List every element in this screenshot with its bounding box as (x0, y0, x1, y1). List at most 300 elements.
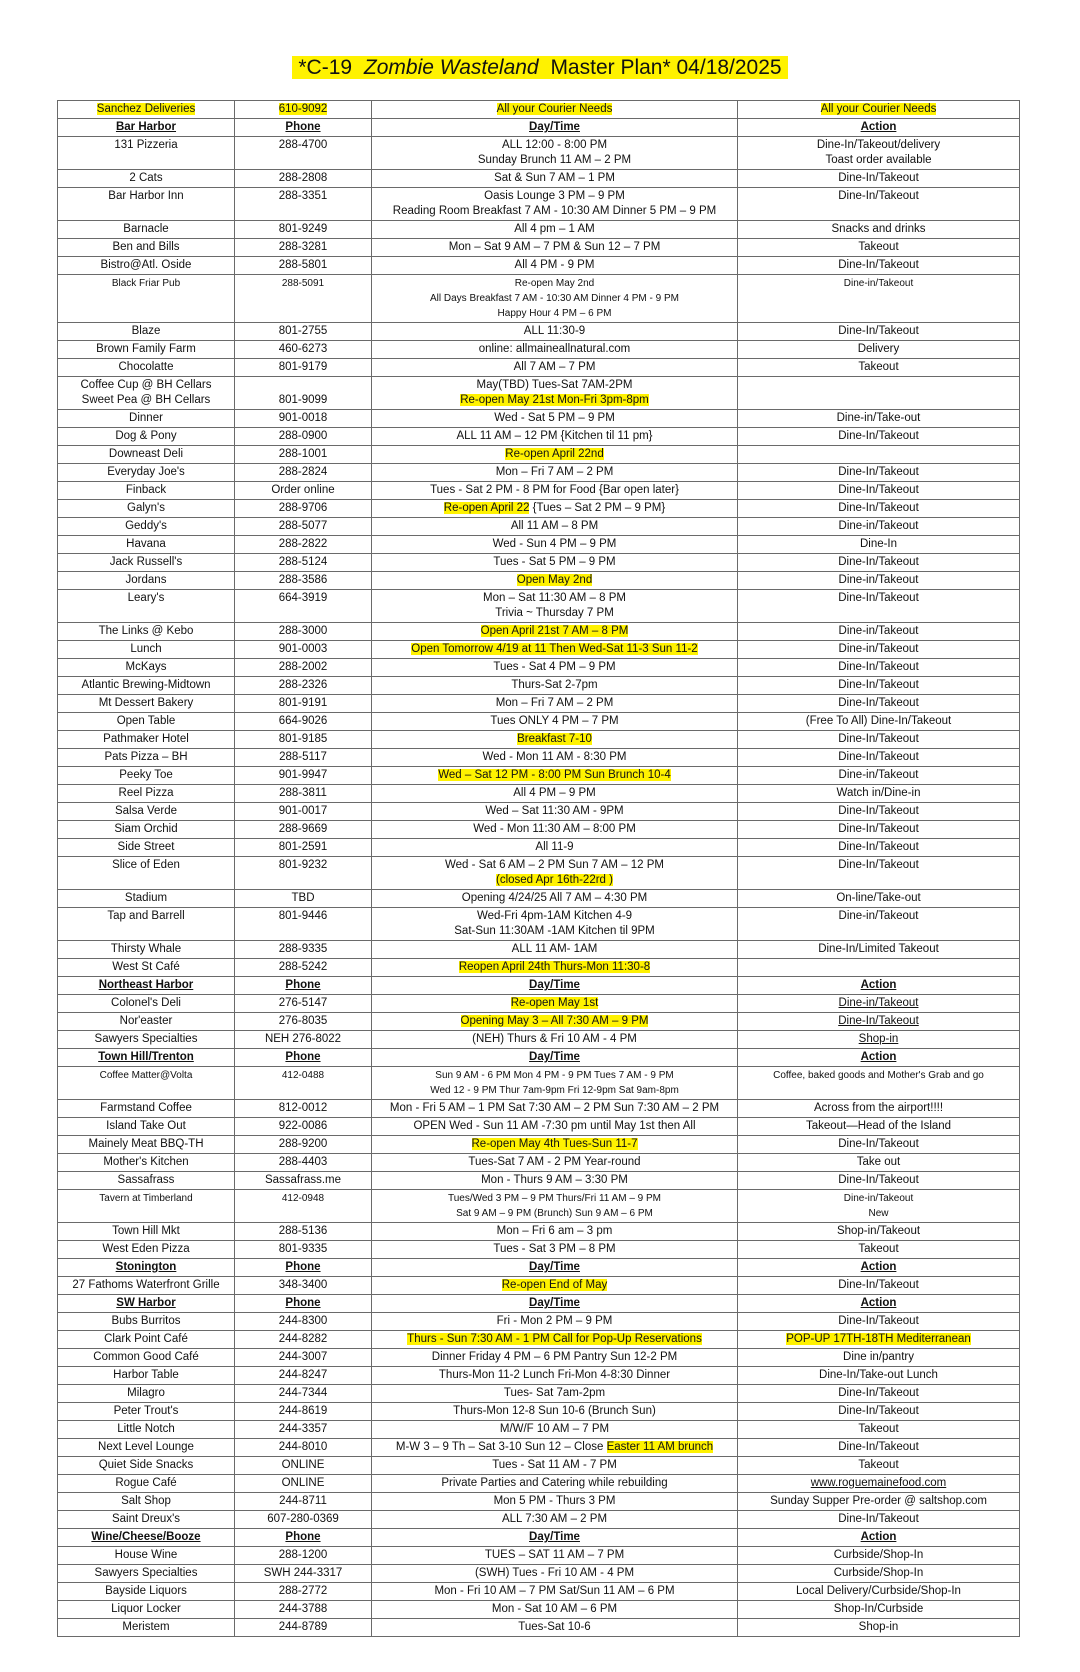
phone-cell (235, 188, 372, 221)
cell-line: Dine-In/Takeout (838, 325, 919, 337)
table-row (58, 554, 1020, 572)
cell-line: (closed Apr 16th-22rd ) (496, 874, 613, 886)
action-cell (738, 1295, 1020, 1313)
name-cell (58, 659, 235, 677)
day-time-cell (372, 1475, 738, 1493)
name-cell (58, 188, 235, 221)
table-row (58, 1313, 1020, 1331)
cell-line: Dine-in/Takeout (843, 1193, 914, 1204)
cell-line: All your Courier Needs (496, 103, 613, 115)
day-time-cell (372, 641, 738, 659)
cell-line: 801-2591 (278, 841, 328, 853)
day-time-cell (372, 857, 738, 890)
cell-line: Wed - Mon 11:30 AM – 8:00 PM (473, 823, 636, 835)
cell-line: Mon - Fri 5 AM – 1 PM Sat 7:30 AM – 2 PM Sun 7:30 AM – 2 PM (389, 1102, 720, 1114)
cell-line: ALL 11 AM – 12 PM {Kitchen til 11 pm} (456, 430, 653, 442)
table-row (58, 500, 1020, 518)
cell-line: Phone (285, 1051, 321, 1063)
cell-line: Shop-in/Takeout (836, 1225, 921, 1237)
name-cell (58, 1067, 235, 1100)
cell-line: 244-8247 (278, 1369, 328, 1381)
cell-line: 288-2822 (278, 538, 328, 550)
phone-cell (235, 641, 372, 659)
day-time-cell (372, 1331, 738, 1349)
table-row (58, 1031, 1020, 1049)
action-cell (738, 1457, 1020, 1475)
cell-line: Shop-in (858, 1621, 899, 1633)
day-time-cell (372, 713, 738, 731)
cell-line: 801-9335 (278, 1243, 328, 1255)
cell-line: Peter Trout's (113, 1405, 179, 1417)
title-italic: Zombie Wasteland (361, 56, 542, 79)
cell-line: All 4 pm – 1 AM (514, 223, 595, 235)
day-time-cell (372, 1241, 738, 1259)
cell-line: 288-5801 (278, 259, 328, 271)
action-cell (738, 221, 1020, 239)
cell-line: 801-2755 (278, 325, 328, 337)
action-cell (738, 1136, 1020, 1154)
phone-cell (235, 1547, 372, 1565)
table-row (58, 1154, 1020, 1172)
cell-line: Meristem (122, 1621, 170, 1633)
cell-line: Dine-In/Takeout (838, 1315, 919, 1327)
cell-line: Coffee, baked goods and Mother's Grab and go (773, 1070, 984, 1081)
action-cell (738, 170, 1020, 188)
cell-line: 664-3919 (278, 592, 328, 604)
table-row (58, 341, 1020, 359)
cell-line: Dine-In/Takeout (838, 661, 919, 673)
day-time-cell (372, 1583, 738, 1601)
cell-line: Barnacle (123, 223, 169, 235)
cell-line: Dine in/pantry (843, 1351, 914, 1363)
table-row (58, 221, 1020, 239)
cell-line: Peeky Toe (119, 769, 173, 781)
cell-line: Takeout (858, 1243, 899, 1255)
cell-line: 801-9179 (278, 361, 328, 373)
cell-line: Dine-in/Takeout (838, 769, 919, 781)
name-cell (58, 995, 235, 1013)
phone-cell (235, 731, 372, 749)
day-time-cell (372, 1367, 738, 1385)
table-row (58, 446, 1020, 464)
day-time-cell (372, 446, 738, 464)
cell-line: SWH 244-3317 (263, 1567, 343, 1579)
phone-cell (235, 803, 372, 821)
phone-cell (235, 482, 372, 500)
section-header-row (58, 1295, 1020, 1313)
name-cell (58, 1601, 235, 1619)
table-row (58, 1421, 1020, 1439)
table-row (58, 1277, 1020, 1295)
cell-line: 288-2002 (278, 661, 328, 673)
cell-line[interactable]: www.roguemainefood.com (810, 1477, 947, 1489)
action-cell (738, 188, 1020, 221)
name-cell (58, 1313, 235, 1331)
cell-line: Mon 5 PM - Thurs 3 PM (493, 1495, 616, 1507)
cell-line: The Links @ Kebo (98, 625, 194, 637)
day-time-cell (372, 1547, 738, 1565)
phone-cell (235, 1439, 372, 1457)
phone-cell (235, 1583, 372, 1601)
day-time-cell (372, 1511, 738, 1529)
cell-line: ALL 7:30 AM – 2 PM (501, 1513, 608, 1525)
action-cell (738, 500, 1020, 518)
cell-line: Dog & Pony (115, 430, 177, 442)
cell-line: Thurs-Sat 2-7pm (511, 679, 598, 691)
action-cell (738, 1049, 1020, 1067)
phone-cell (235, 1100, 372, 1118)
name-cell (58, 1493, 235, 1511)
cell-line: 412-0948 (281, 1193, 325, 1204)
table-row (58, 572, 1020, 590)
name-cell (58, 839, 235, 857)
cell-line: West Eden Pizza (102, 1243, 190, 1255)
cell-line: Snacks and drinks (831, 223, 926, 235)
action-cell (738, 323, 1020, 341)
cell-line: Tues - Sat 11 AM - 7 PM (492, 1459, 617, 1471)
table-row (58, 1385, 1020, 1403)
action-cell (738, 446, 1020, 464)
name-cell (58, 1619, 235, 1637)
name-cell (58, 941, 235, 959)
day-time-cell (372, 623, 738, 641)
cell-line: 288-5117 (279, 751, 327, 763)
cell-line: Dine-In/Takeout (838, 1174, 919, 1186)
name-cell (58, 482, 235, 500)
name-cell (58, 623, 235, 641)
day-time-cell (372, 464, 738, 482)
phone-cell (235, 446, 372, 464)
phone-cell (235, 1172, 372, 1190)
name-cell (58, 359, 235, 377)
cell-line: Common Good Café (93, 1351, 199, 1363)
cell-line: Action (860, 1261, 897, 1273)
cell-line: Dine-In/Takeout (838, 841, 919, 853)
day-time-cell (372, 1601, 738, 1619)
cell-line: Siam Orchid (114, 823, 178, 835)
action-cell (738, 785, 1020, 803)
name-cell (58, 1049, 235, 1067)
phone-cell (235, 221, 372, 239)
day-time-cell (372, 995, 738, 1013)
cell-line[interactable]: Shop-in (858, 1033, 899, 1045)
cell-line: 288-9200 (278, 1138, 328, 1150)
cell-line: Bayside Liquors (105, 1585, 187, 1597)
cell-line: Coffee Cup @ BH Cellars (80, 379, 212, 391)
cell-line: Sun 9 AM - 6 PM Mon 4 PM - 9 PM Tues 7 AM - 9 PM (435, 1070, 674, 1081)
cell-line: Dine-In/Limited Takeout (818, 943, 939, 955)
cell-line (741, 447, 1016, 462)
name-cell (58, 1385, 235, 1403)
name-cell (58, 1439, 235, 1457)
cell-line: 288-4700 (278, 139, 328, 151)
cell-line: 131 Pizzeria (114, 139, 178, 151)
day-time-cell (372, 767, 738, 785)
phone-cell (235, 623, 372, 641)
cell-line: Galyn's (127, 502, 165, 514)
day-time-cell (372, 221, 738, 239)
cell-line: Take out (856, 1156, 901, 1168)
cell-line: Tues - Sat 3 PM – 8 PM (493, 1243, 616, 1255)
phone-cell (235, 377, 372, 410)
cell-line: Re-open End of May (501, 1279, 608, 1291)
section-header-row (58, 1049, 1020, 1067)
action-cell (738, 554, 1020, 572)
name-cell (58, 410, 235, 428)
table-row (58, 518, 1020, 536)
cell-line: 244-3788 (278, 1603, 328, 1615)
cell-line: 288-9669 (278, 823, 328, 835)
day-time-cell (372, 1619, 738, 1637)
cell-line: Dine-In/Takeout (838, 733, 919, 745)
action-cell (738, 536, 1020, 554)
cell-line: Day/Time (529, 1261, 580, 1273)
cell-line: All 4 PM – 9 PM (513, 787, 596, 799)
cell-line: Re-open May 1st (510, 997, 599, 1009)
action-cell (738, 464, 1020, 482)
cell-line: Trivia ~ Thursday 7 PM (495, 607, 614, 619)
phone-cell (235, 839, 372, 857)
cell-line: Dine-in/Takeout (838, 625, 919, 637)
cell-line: Dine-In (859, 538, 898, 550)
table-row (58, 590, 1020, 623)
name-cell (58, 713, 235, 731)
cell-line: Toast order available (825, 154, 932, 166)
phone-cell (235, 941, 372, 959)
day-time-cell (372, 518, 738, 536)
cell-line: 276-8035 (278, 1015, 328, 1027)
phone-cell (235, 1295, 372, 1313)
name-cell (58, 572, 235, 590)
cell-line: Mother's Kitchen (103, 1156, 189, 1168)
table-row (58, 731, 1020, 749)
cell-line: online: allmaineallnatural.com (478, 343, 631, 355)
phone-cell (235, 341, 372, 359)
action-cell (738, 428, 1020, 446)
cell-line: TUES – SAT 11 AM – 7 PM (484, 1549, 625, 1561)
action-cell (738, 410, 1020, 428)
cell-line: Day/Time (529, 1297, 580, 1309)
table-row (58, 908, 1020, 941)
cell-line (238, 378, 368, 393)
phone-cell (235, 908, 372, 941)
cell-line: Mon - Fri 10 AM – 7 PM Sat/Sun 11 AM – 6 PM (434, 1585, 675, 1597)
name-cell (58, 137, 235, 170)
name-cell (58, 1295, 235, 1313)
cell-line: Havana (126, 538, 166, 550)
action-cell (738, 1100, 1020, 1118)
action-cell (738, 239, 1020, 257)
day-time-cell (372, 1067, 738, 1100)
cell-line: Dine-In/Takeout (838, 697, 919, 709)
action-cell (738, 1403, 1020, 1421)
cell-line: Town Hill/Trenton (98, 1051, 194, 1063)
phone-cell (235, 257, 372, 275)
phone-cell (235, 1457, 372, 1475)
action-cell (738, 1031, 1020, 1049)
cell-line: (Free To All) Dine-In/Takeout (805, 715, 952, 727)
phone-cell (235, 1367, 372, 1385)
cell-line: 664-9026 (278, 715, 328, 727)
table-row (58, 464, 1020, 482)
action-cell (738, 890, 1020, 908)
cell-line: Town Hill Mkt (112, 1225, 180, 1237)
cell-line: Everyday Joe's (107, 466, 185, 478)
cell-line: 288-1200 (278, 1549, 328, 1561)
table-row (58, 101, 1020, 119)
phone-cell (235, 1223, 372, 1241)
action-cell (738, 1154, 1020, 1172)
cell-line: Dine-In/Takeout (838, 259, 919, 271)
phone-cell (235, 1529, 372, 1547)
action-cell (738, 1619, 1020, 1637)
action-cell (738, 1511, 1020, 1529)
table-row (58, 713, 1020, 731)
action-cell (738, 1493, 1020, 1511)
action-cell (738, 731, 1020, 749)
action-cell (738, 857, 1020, 890)
action-cell (738, 803, 1020, 821)
phone-cell (235, 572, 372, 590)
name-cell (58, 1421, 235, 1439)
table-row (58, 377, 1020, 410)
cell-line: M-W 3 – 9 Th – Sat 3-10 Sun 12 – Close Easter 11 AM brunch (395, 1441, 714, 1453)
name-cell (58, 1172, 235, 1190)
table-row (58, 659, 1020, 677)
name-cell (58, 785, 235, 803)
phone-cell (235, 977, 372, 995)
cell-line: 244-8010 (278, 1441, 328, 1453)
phone-cell (235, 1601, 372, 1619)
phone-cell (235, 1511, 372, 1529)
phone-cell (235, 1136, 372, 1154)
table-row (58, 137, 1020, 170)
name-cell (58, 1457, 235, 1475)
action-cell (738, 1349, 1020, 1367)
cell-line: House Wine (114, 1549, 178, 1561)
name-cell (58, 1331, 235, 1349)
cell-line: ONLINE (281, 1459, 325, 1471)
action-cell (738, 1385, 1020, 1403)
cell-line: Bistro@Atl. Oside (100, 259, 192, 271)
action-cell (738, 1439, 1020, 1457)
table-row (58, 890, 1020, 908)
phone-cell (235, 677, 372, 695)
cell-line: Watch in/Dine-in (836, 787, 921, 799)
name-cell (58, 1241, 235, 1259)
name-cell (58, 890, 235, 908)
table-row (58, 623, 1020, 641)
cell-line: Mon – Fri 7 AM – 2 PM (495, 697, 614, 709)
action-cell (738, 1223, 1020, 1241)
table-row (58, 1457, 1020, 1475)
action-cell (738, 821, 1020, 839)
cell-line: Tues - Sat 2 PM - 8 PM for Food {Bar open later} (430, 484, 679, 496)
section-header-row (58, 1259, 1020, 1277)
phone-cell (235, 536, 372, 554)
cell-line: Takeout (858, 1459, 899, 1471)
cell-line: ALL 11:30-9 (523, 325, 586, 337)
table-row (58, 1190, 1020, 1223)
cell-line: Dine-in/Takeout (838, 574, 919, 586)
name-cell (58, 1583, 235, 1601)
action-cell (738, 995, 1020, 1013)
table-row (58, 1403, 1020, 1421)
cell-line: Dine-In/Takeout (838, 1405, 919, 1417)
cell-line: Day/Time (529, 121, 580, 133)
day-time-cell (372, 188, 738, 221)
table-row (58, 482, 1020, 500)
day-time-cell (372, 659, 738, 677)
name-cell (58, 1118, 235, 1136)
cell-line: OPEN Wed - Sun 11 AM -7:30 pm until May 1st then All (413, 1120, 696, 1132)
cell-line: Pats Pizza – BH (104, 751, 188, 763)
name-cell (58, 119, 235, 137)
name-cell (58, 239, 235, 257)
cell-line: Action (860, 1297, 897, 1309)
action-cell (738, 1190, 1020, 1223)
action-cell (738, 1313, 1020, 1331)
action-cell (738, 767, 1020, 785)
cell-line: Happy Hour 4 PM – 6 PM (497, 308, 612, 319)
page-title (0, 56, 1080, 80)
name-cell (58, 1349, 235, 1367)
cell-line: Dine-In/Takeout (838, 1441, 919, 1453)
action-cell (738, 1475, 1020, 1493)
cell-line[interactable]: Dine-in/Takeout (838, 997, 919, 1009)
name-cell (58, 1190, 235, 1223)
cell-line: Order online (271, 484, 335, 496)
cell-line: Dine-In/Takeout (838, 484, 919, 496)
phone-cell (235, 119, 372, 137)
table-row (58, 170, 1020, 188)
cell-line: Mainely Meat BBQ-TH (88, 1138, 204, 1150)
day-time-cell (372, 785, 738, 803)
title-suffix: Master Plan* 04/18/2025 (542, 56, 785, 79)
day-time-cell (372, 377, 738, 410)
day-time-cell (372, 977, 738, 995)
cell-line: Little Notch (117, 1423, 175, 1435)
name-cell (58, 170, 235, 188)
cell-line: Phone (285, 121, 321, 133)
cell-line: Breakfast 7-10 (517, 733, 592, 745)
table-row (58, 1100, 1020, 1118)
cell-line: 348-3400 (278, 1279, 328, 1291)
name-cell (58, 959, 235, 977)
cell-line: Dine-in/Takeout (838, 643, 919, 655)
cell-line: Dine-In/Takeout (838, 751, 919, 763)
day-time-cell (372, 590, 738, 623)
cell-line: Bar Harbor (115, 121, 177, 133)
name-cell (58, 977, 235, 995)
name-cell (58, 221, 235, 239)
day-time-cell (372, 101, 738, 119)
cell-line: Dine-in/Take-out (836, 412, 921, 424)
cell-line: Thirsty Whale (110, 943, 182, 955)
name-cell (58, 1529, 235, 1547)
cell-line[interactable]: Dine-In/Takeout (838, 1015, 919, 1027)
cell-line: Harbor Table (113, 1369, 179, 1381)
day-time-cell (372, 1013, 738, 1031)
cell-line: Jack Russell's (109, 556, 183, 568)
cell-line: Phone (285, 1261, 321, 1273)
action-cell (738, 677, 1020, 695)
day-time-cell (372, 1223, 738, 1241)
cell-line: 276-5147 (278, 997, 328, 1009)
cell-line: Dinner Friday 4 PM – 6 PM Pantry Sun 12-2 PM (431, 1351, 678, 1363)
phone-cell (235, 749, 372, 767)
cell-line: Sassafrass (117, 1174, 175, 1186)
